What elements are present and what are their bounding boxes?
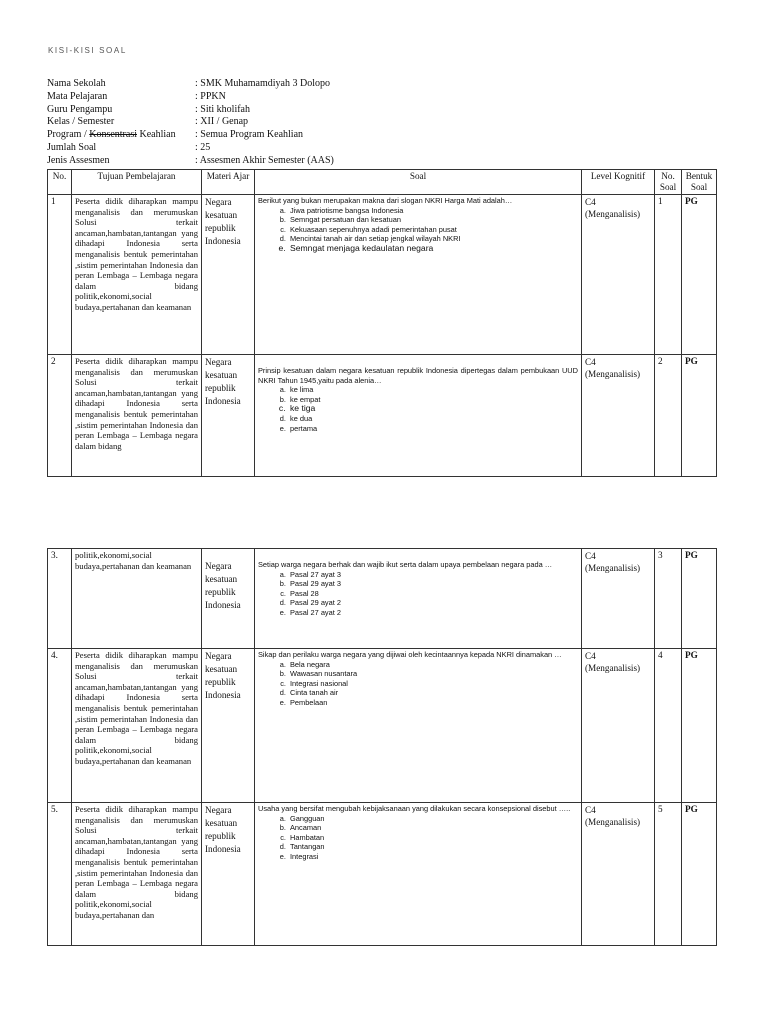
info-row [47, 155, 334, 168]
column-header-level: Level Kognitif [582, 170, 655, 195]
question-text: Sikap dan perilaku warga negara yang dijiwai oleh kecintaannya kepada NKRI dinamakan … [258, 650, 562, 659]
info-value: : SMK Muhamamdiyah 3 Dolopo [195, 78, 330, 89]
answer-option: e. Pembelaan [288, 698, 578, 708]
question-text: Berikut yang bukan merupakan makna dari slogan NKRI Harga Mati adalah… [258, 196, 513, 205]
row-number: 2 [48, 355, 72, 477]
answer-option: d. Tantangan [288, 842, 578, 852]
info-row [47, 129, 334, 142]
answer-option: d. Cinta tanah air [288, 688, 578, 698]
answer-option: a. Pasal 27 ayat 3 [288, 570, 578, 580]
info-value: : 25 [195, 141, 211, 153]
materi-cell: Negara kesatuan republik Indonesia [202, 195, 255, 355]
info-label-part: Program / [47, 129, 90, 141]
table-row [48, 549, 717, 649]
answer-option: c. Integrasi nasional [288, 679, 578, 689]
soal-cell [255, 355, 582, 477]
soal-cell [255, 649, 582, 803]
column-header-bentuk: Bentuk Soal [682, 170, 717, 195]
answer-option: b. Pasal 29 ayat 3 [288, 579, 578, 589]
info-row [47, 104, 334, 117]
answer-option: c. Pasal 28 [288, 589, 578, 599]
level-cell: C4 (Menganalisis) [582, 355, 655, 477]
bentuk-cell: PG [682, 195, 717, 355]
row-number: 3. [48, 549, 72, 649]
table-row [48, 803, 717, 946]
answer-options [258, 385, 578, 433]
info-value: : Semua Program Keahlian [195, 129, 304, 141]
answer-option: b. Wawasan nusantara [288, 669, 578, 679]
answer-options [258, 570, 578, 618]
answer-option: b. Ancaman [288, 823, 578, 833]
info-value: : Siti kholifah [195, 103, 250, 115]
info-label-part: Keahlian [137, 129, 176, 141]
answer-option: c. ke tiga [288, 404, 578, 414]
no-soal-cell: 3 [655, 549, 682, 649]
answer-option: e. Semngat menjaga kedaulatan negara [288, 244, 578, 254]
table-row [48, 355, 717, 477]
tujuan-cell: Peserta didik diharapkan mampu menganalisis dan merumuskan Solusi terkait ancaman,hambatan,tantangan yang dihadapi Indonesia serta menganalisis bentuk pemerintahan ,sistim pemerintahan Indonesia dan peran Lembaga – Lembaga negara dalam bidang politik,ekonomi,social budaya,pertahanan dan keamanan [72, 195, 202, 355]
spacer [258, 356, 578, 366]
no-soal-cell: 2 [655, 355, 682, 477]
answer-option: e. Pasal 27 ayat 2 [288, 608, 578, 618]
info-block [47, 78, 334, 168]
table-row [48, 649, 717, 803]
tujuan-cell: Peserta didik diharapkan mampu menganalisis dan merumuskan Solusi terkait ancaman,hambatan,tantangan yang dihadapi Indonesia serta menganalisis bentuk pemerintahan ,sistim pemerintahan Indonesia dan peran Lembaga – Lembaga negara dalam bidang politik,ekonomi,social budaya,pertahanan dan [72, 803, 202, 946]
answer-option: d. Mencintai tanah air dan setiap jengkal wilayah NKRI [288, 234, 578, 244]
answer-options [258, 660, 578, 708]
no-soal-cell: 5 [655, 803, 682, 946]
bentuk-cell: PG [682, 549, 717, 649]
info-label: Jenis Assesmen [47, 154, 110, 166]
answer-option: a. Jiwa patriotisme bangsa Indonesia [288, 206, 578, 216]
answer-option: a. ke lima [288, 385, 578, 395]
answer-option: a. Bela negara [288, 660, 578, 670]
no-soal-cell: 4 [655, 649, 682, 803]
answer-option: b. Semngat persatuan dan kesatuan [288, 215, 578, 225]
kisi-kisi-table [47, 169, 717, 477]
materi-text: Negara kesatuan republik Indonesia [205, 561, 241, 610]
answer-option: d. Pasal 29 ayat 2 [288, 598, 578, 608]
soal-cell [255, 195, 582, 355]
info-label: Kelas / Semester [47, 116, 115, 128]
spacer [205, 550, 251, 560]
question-text: Prinsip kesatuan dalam negara kesatuan republik Indonesia dipertegas dalam pembukaan UUD NKRI Tahun 1945,yaitu pada alenia… [258, 366, 578, 385]
bentuk-cell: PG [682, 649, 717, 803]
table-header-row [48, 170, 717, 195]
info-value: : XII / Genap [195, 116, 249, 128]
answer-option: e. Integrasi [288, 852, 578, 862]
level-cell: C4 (Menganalisis) [582, 549, 655, 649]
bentuk-cell: PG [682, 803, 717, 946]
info-label: Guru Pengampu [47, 103, 113, 115]
answer-option: a. Gangguan [288, 814, 578, 824]
column-header-tujuan: Tujuan Pembelajaran [72, 170, 202, 195]
info-row [47, 91, 334, 104]
info-row [47, 142, 334, 155]
info-value: : PPKN [195, 90, 226, 102]
soal-cell [255, 803, 582, 946]
column-header-soal: Soal [255, 170, 582, 195]
answer-option: d. ke dua [288, 414, 578, 424]
question-text: Usaha yang bersifat mengubah kebijaksanaan yang dilakukan secara konsepsional disebut ….. [258, 804, 571, 813]
spacer [258, 550, 578, 560]
info-row [47, 78, 334, 91]
tujuan-cell: Peserta didik diharapkan mampu menganalisis dan merumuskan Solusi terkait ancaman,hambatan,tantangan yang dihadapi Indonesia serta menganalisis bentuk pemerintahan ,sistim pemerintahan Indonesia dan peran Lembaga – Lembaga negara dalam bidang politik,ekonomi,social budaya,pertahanan dan keamanan [72, 649, 202, 803]
tujuan-cell: Peserta didik diharapkan mampu menganalisis dan merumuskan Solusi terkait ancaman,hambatan,tantangan yang dihadapi Indonesia serta menganalisis bentuk pemerintahan ,sistim pemerintahan Indonesia dan peran Lembaga – Lembaga negara dalam bidang [72, 355, 202, 477]
materi-cell: Negara kesatuan republik Indonesia [202, 355, 255, 477]
info-row [47, 116, 334, 129]
info-label: Mata Pelajaran [47, 90, 108, 102]
info-label: Nama Sekolah [47, 78, 106, 89]
row-number: 4. [48, 649, 72, 803]
info-label-strikethrough: Konsentrasi [89, 129, 137, 141]
answer-options [258, 206, 578, 254]
info-label [47, 129, 195, 142]
materi-cell: Negara kesatuan republik Indonesia [202, 803, 255, 946]
tujuan-cell: politik,ekonomi,social budaya,pertahanan dan keamanan [72, 549, 202, 649]
column-header-materi: Materi Ajar [202, 170, 255, 195]
column-header-no-soal: No. Soal [655, 170, 682, 195]
table-row [48, 195, 717, 355]
row-number: 5. [48, 803, 72, 946]
column-header-no: No. [48, 170, 72, 195]
info-label: Jumlah Soal [47, 141, 97, 153]
level-cell: C4 (Menganalisis) [582, 195, 655, 355]
level-cell: C4 (Menganalisis) [582, 803, 655, 946]
answer-option: c. Kekuasaan sepenuhnya adadi pemerintahan pusat [288, 225, 578, 235]
bentuk-cell: PG [682, 355, 717, 477]
document-title: KISI-KISI SOAL [48, 46, 127, 55]
materi-cell: Negara kesatuan republik Indonesia [202, 649, 255, 803]
materi-cell [202, 549, 255, 649]
kisi-kisi-table-continued [47, 548, 717, 946]
answer-option: b. ke empat [288, 395, 578, 405]
answer-option: e. pertama [288, 424, 578, 434]
soal-cell [255, 549, 582, 649]
level-cell: C4 (Menganalisis) [582, 649, 655, 803]
answer-options [258, 814, 578, 862]
no-soal-cell: 1 [655, 195, 682, 355]
row-number: 1 [48, 195, 72, 355]
question-text: Setiap warga negara berhak dan wajib ikut serta dalam upaya pembelaan negara pada … [258, 560, 553, 569]
info-value: : Assesmen Akhir Semester (AAS) [195, 154, 334, 166]
answer-option: c. Hambatan [288, 833, 578, 843]
